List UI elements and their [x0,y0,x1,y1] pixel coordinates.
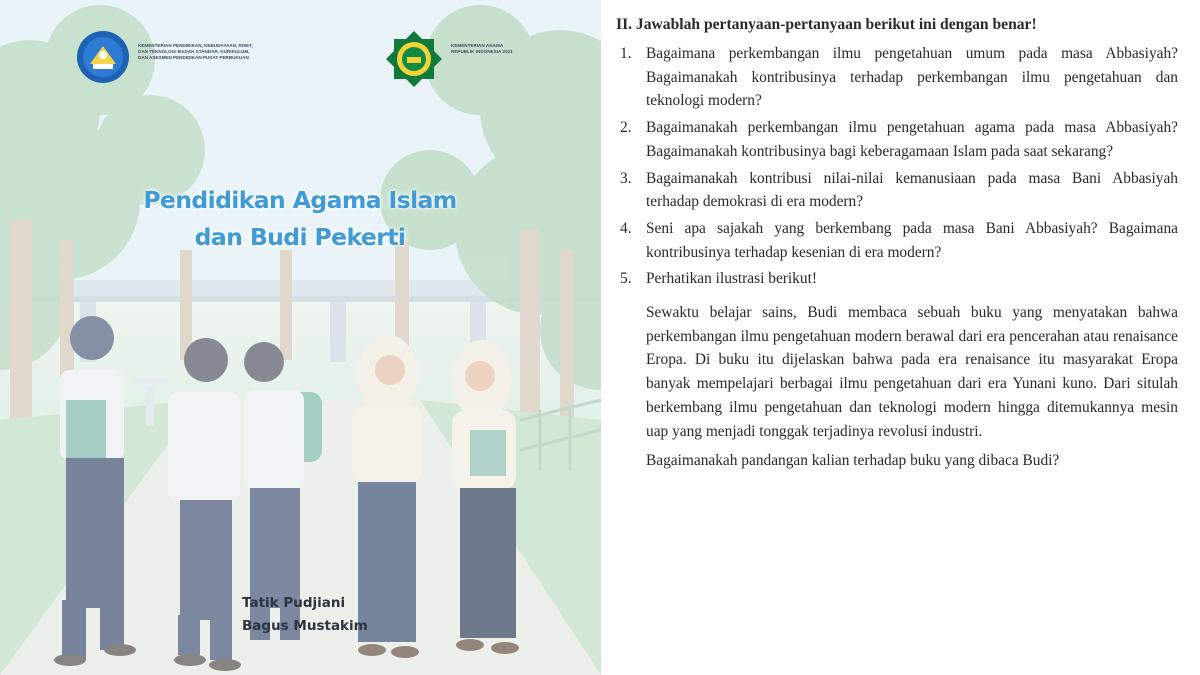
question-text: Bagaimanakah kontribusi nilai-nilai kemanusiaan pada masa Bani Abbasiyah terhadap demokrasi di era modern? [646,169,1178,211]
closing-question: Bagaimanakah pandangan kalian terhadap buku yang dibaca Budi? [646,452,1060,470]
question-list [616,42,1178,291]
question-item [616,217,1178,264]
question-item [616,116,1178,163]
book-title-line-2: dan Budi Pekerti [194,223,406,251]
question-item [616,167,1178,214]
question-item [616,267,1178,291]
question-text: Bagaimana perkembangan ilmu pengetahuan umum pada masa Abbasiyah? Bagaimanakah kontribusinya terhadap perkembangan ilmu pengetahuan dan teknologi modern? [646,45,1178,110]
book-title [90,182,510,256]
tut-wuri-handayani-logo-icon [76,30,130,84]
question-number: 3. [620,169,632,187]
question-item [616,42,1178,113]
author-name: Tatik Pudjiani [242,595,346,611]
exercise-page [616,14,1178,473]
kemenag-logo-icon [385,30,443,88]
question-number: 5. [620,270,632,288]
question-text: Seni apa sajakah yang berkembang pada masa Bani Abbasiyah? Bagaimana kontribusinya terhadap kesenian di era modern? [646,219,1178,261]
section-heading: II. Jawablah pertanyaan-pertanyaan berikut ini dengan benar! [616,16,1037,33]
question-text: Perhatikan ilustrasi berikut! [646,270,817,288]
question-number: 1. [620,45,632,62]
question-number: 4. [620,219,632,237]
ministry-religion-logo-block [385,30,521,88]
illustration-passage: Sewaktu belajar sains, Budi membaca sebuah buku yang menyatakan bahwa perkembangan ilmu pengetahuan modern berawal dari era pencerahan atau renaisance Eropa. Di buku itu dijelaskan bahwa pada era renaisance itu masyarakat Eropa banyak mempelajari berbagai ilmu pengetahuan dari era Yunani kuno. Dari situlah berkembang ilmu pengetahuan dan teknologi modern hingga ditemukannya mesin uap yang menjadi tonggak terjadinya revolusi industri. [646,304,1178,440]
book-authors [242,592,368,638]
book-title-line-1: Pendidikan Agama Islam [143,186,457,214]
agency-left-text: KEMENTERIAN PENDIDIKAN, KEBUDAYAAN, RISET, DAN TEKNOLOGI BADAN STANDAR, KURIKULUM, DAN ASESMEN PENDIDIKAN PUSAT PERBUKUAN [138,43,253,60]
ministry-education-logo-block [76,30,256,84]
author-name: Bagus Mustakim [242,618,368,634]
agency-right-text: KEMENTERIAN AGAMA REPUBLIK INDONESIA 2021 [451,43,513,54]
question-number: 2. [620,119,632,137]
question-text: Bagaimanakah perkembangan ilmu pengetahuan agama pada masa Abbasiyah? Bagaimanakah kontribusinya bagi keberagamaan Islam pada saat sekarang? [646,119,1178,160]
